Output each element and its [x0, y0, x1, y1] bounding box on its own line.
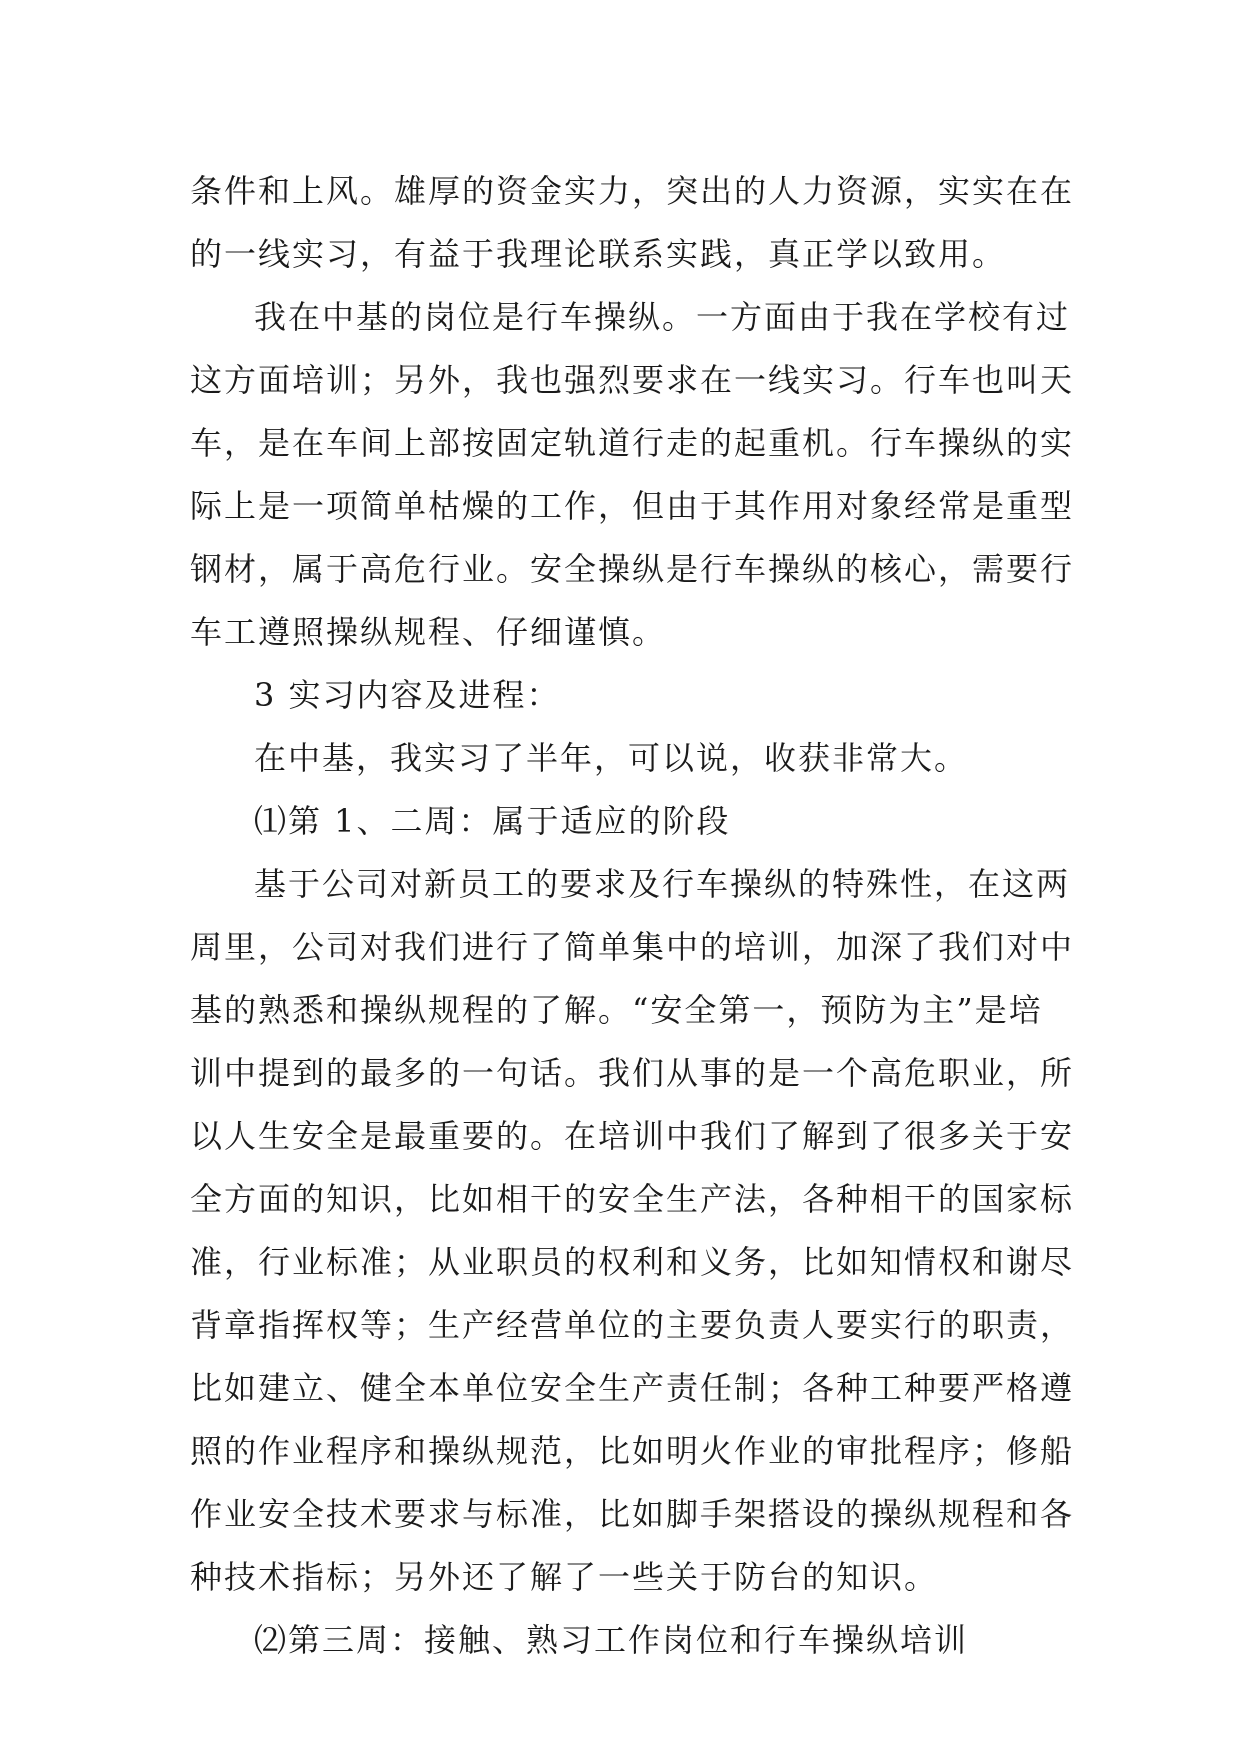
- text-line: 基于公司对新员工的要求及行车操纵的特殊性，在这两: [254, 865, 1071, 903]
- text-line: 际上是一项简单枯燥的工作，但由于其作用对象经常是重型: [190, 487, 1075, 525]
- text-line: 3 实习内容及进程：: [254, 676, 561, 714]
- text-line: 比如建立、健全本单位安全生产责任制；各种工种要严格遵: [190, 1369, 1075, 1407]
- text-line: 照的作业程序和操纵规范，比如明火作业的审批程序；修船: [190, 1432, 1075, 1470]
- text-line: 车，是在车间上部按固定轨道行走的起重机。行车操纵的实: [190, 424, 1075, 462]
- text-line: 准，行业标准；从业职员的权利和义务，比如知情权和谢尽: [190, 1243, 1075, 1281]
- text-line: 基的熟悉和操纵规程的了解。“安全第一，预防为主”是培: [190, 991, 1043, 1029]
- text-line: ⑴第 1、二周：属于适应的阶段: [254, 802, 731, 840]
- document-body: [190, 160, 1075, 1672]
- text-line: 的一线实习，有益于我理论联系实践，真正学以致用。: [190, 235, 1007, 273]
- text-line: 我在中基的岗位是行车操纵。一方面由于我在学校有过: [254, 298, 1071, 336]
- text-line: 全方面的知识，比如相干的安全生产法，各种相干的国家标: [190, 1180, 1075, 1218]
- text-line: 在中基，我实习了半年，可以说，收获非常大。: [254, 739, 969, 777]
- text-line: 训中提到的最多的一句话。我们从事的是一个高危职业，所: [190, 1054, 1075, 1092]
- text-line: 车工遵照操纵规程、仔细谨慎。: [190, 613, 667, 651]
- text-line: 钢材，属于高危行业。安全操纵是行车操纵的核心，需要行: [190, 550, 1075, 588]
- text-line: 这方面培训；另外，我也强烈要求在一线实习。行车也叫天: [190, 361, 1075, 399]
- text-line: ⑵第三周：接触、熟习工作岗位和行车操纵培训: [254, 1621, 969, 1659]
- text-line: 周里，公司对我们进行了简单集中的培训，加深了我们对中: [190, 928, 1075, 966]
- text-line: 以人生安全是最重要的。在培训中我们了解到了很多关于安: [190, 1117, 1075, 1155]
- text-line: 条件和上风。雄厚的资金实力，突出的人力资源，实实在在: [190, 172, 1075, 210]
- text-line: 作业安全技术要求与标准，比如脚手架搭设的操纵规程和各: [190, 1495, 1075, 1533]
- text-line: 背章指挥权等；生产经营单位的主要负责人要实行的职责，: [190, 1306, 1075, 1344]
- text-line: 种技术指标；另外还了解了一些关于防台的知识。: [190, 1558, 939, 1596]
